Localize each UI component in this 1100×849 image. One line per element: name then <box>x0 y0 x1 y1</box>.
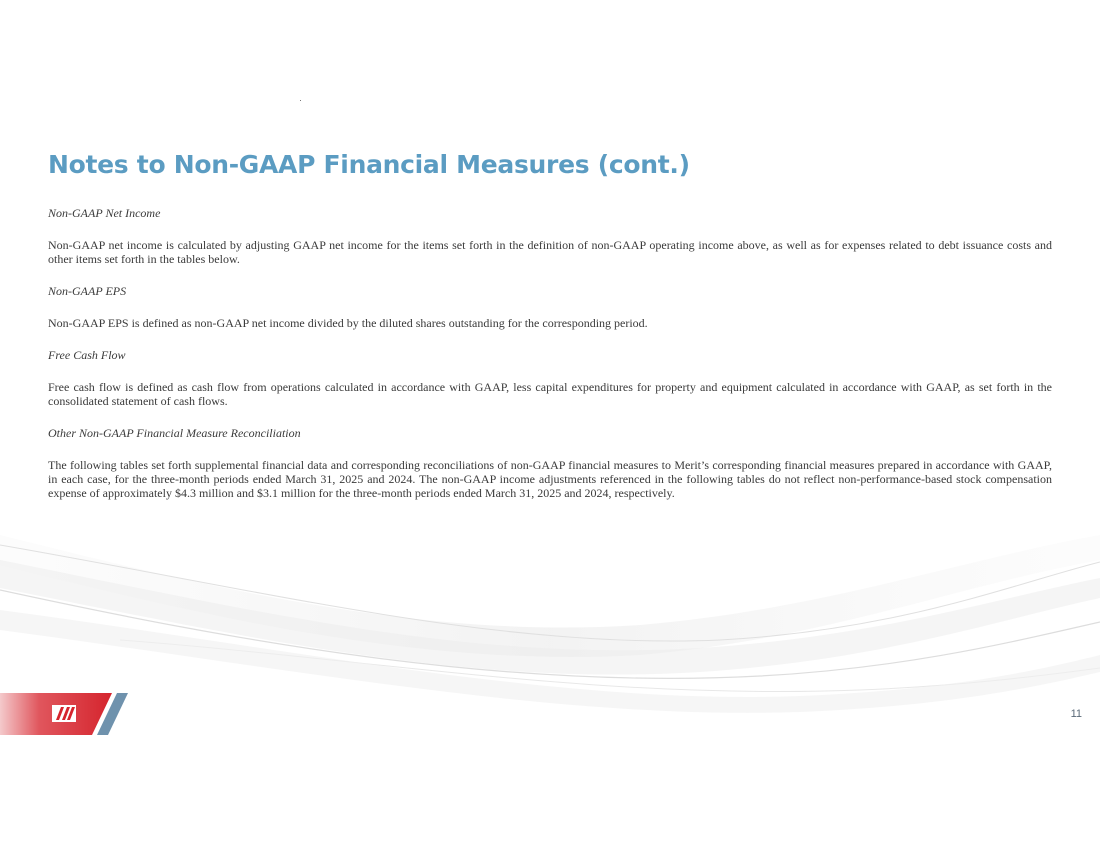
section-text-free-cash-flow: Free cash flow is defined as cash flow from operations calculated in accordance with GAAP, less capital expenditures for property and equipment calculated in accordance with GAAP, as set forth in the consolidated statement of cash flows. <box>48 380 1052 408</box>
section-text-eps: Non-GAAP EPS is defined as non-GAAP net income divided by the diluted shares outstanding for the corresponding period. <box>48 316 648 330</box>
section-heading-reconciliation: Other Non-GAAP Financial Measure Reconciliation <box>48 426 301 440</box>
section-text-net-income: Non-GAAP net income is calculated by adjusting GAAP net income for the items set forth in the definition of non-GAAP operating income above, as well as for expenses related to debt issuance costs and other items set forth in the tables below. <box>48 238 1052 266</box>
page-number: 11 <box>1070 708 1082 720</box>
section-heading-net-income: Non-GAAP Net Income <box>48 206 161 220</box>
section-text-reconciliation: The following tables set forth supplemental financial data and corresponding reconciliations of non-GAAP financial measures to Merit’s corresponding financial measures prepared in accordance with GAAP, in each case, for the three-month periods ended March 31, 2025 and 2024. The non-GAAP income adjustments referenced in the following tables do not reflect non-performance-based stock compensation expense of approximately $4.3 million and $3.1 million for the three-month periods ended March 31, 2025 and 2024, respectively. <box>48 458 1052 500</box>
page-title: Notes to Non-GAAP Financial Measures (cont.) <box>48 150 690 179</box>
merit-logo-icon <box>0 693 130 735</box>
notes-body <box>48 206 1052 518</box>
stray-dot <box>300 100 301 101</box>
section-heading-free-cash-flow: Free Cash Flow <box>48 348 126 362</box>
section-heading-eps: Non-GAAP EPS <box>48 284 127 298</box>
